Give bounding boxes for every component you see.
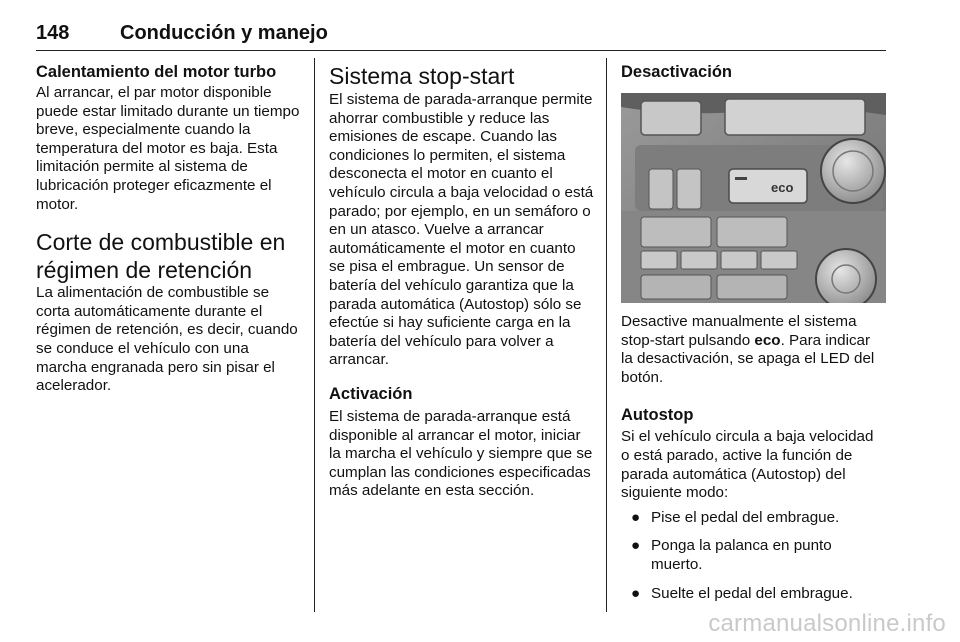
eco-button-photo xyxy=(621,93,886,303)
paragraph-activation: El sistema de parada-arranque está disponible al arrancar el motor, iniciar la marcha el vehículo y siempre que se cumplan las condiciones especificadas más adelante en esta sección. xyxy=(329,407,593,500)
heading-activation: Activación xyxy=(329,384,413,403)
paragraph-fuel-cutoff: La alimentación de combustible se corta automáticamente durante el régimen de retención, es decir, cuando se conduce el vehículo con una marcha engranada pero sin pisar el acelerador. xyxy=(36,284,298,395)
watermark: carmanualsonline.info xyxy=(708,610,946,637)
list-item-text: Pise el pedal del embrague. xyxy=(651,508,840,526)
list-item xyxy=(621,509,886,528)
paragraph-autostop: Si el vehículo circula a baja velocidad o está parado, active la función de parada automática (Autostop) del siguiente modo: xyxy=(621,428,874,502)
page-header xyxy=(36,22,886,52)
bullet-icon: ● xyxy=(631,584,641,602)
bullet-icon: ● xyxy=(631,537,641,555)
heading-autostop: Autostop xyxy=(621,406,694,425)
heading-stop-start: Sistema stop-start xyxy=(329,63,515,89)
paragraph-turbo-warmup: Al arrancar, el par motor disponible puede estar limitado durante un tiempo breve, especialmente cuando la temperatura del motor es baja. Esta limitación permite al sistema de lubricación proteger eficazmente el motor. xyxy=(36,84,300,213)
heading-deactivation: Desactivación xyxy=(621,63,732,81)
column-right xyxy=(621,62,886,613)
eco-keyword: eco xyxy=(754,331,781,349)
list-item xyxy=(621,585,886,604)
list-item-text: Ponga la palanca en punto muerto. xyxy=(651,537,832,573)
heading-fuel-cutoff: Corte de combustible en régimen de retención xyxy=(36,229,286,284)
paragraph-stop-start: El sistema de parada-arranque permite ahorrar combustible y reduce las emisiones de escape. Cuando las condiciones lo permiten, el sistema desconecta el motor en cuanto el vehículo circula a baja velocidad o está parado; por ejemplo, en un semáforo o en un atasco. Vuelve a arrancar automáticamente el motor en cuanto se pisa el embrague. Un sensor de batería del vehículo garantiza que la parada automática (Autostop) sólo se efectúe si hay suficiente carga en la batería del vehículo para volver a arrancar. xyxy=(329,91,594,369)
column-left xyxy=(36,62,301,396)
column-divider-2 xyxy=(606,58,607,612)
header-divider xyxy=(36,50,886,51)
autostop-steps xyxy=(621,509,886,603)
page-number: 148 xyxy=(36,22,70,44)
chapter-title: Conducción y manejo xyxy=(120,22,328,44)
column-divider-1 xyxy=(314,58,315,612)
heading-turbo-warmup: Calentamiento del motor turbo xyxy=(36,63,277,81)
column-middle xyxy=(329,62,595,501)
list-item-text: Suelte el pedal del embrague. xyxy=(651,584,853,602)
text-deactivation-b: . Para indicar la desactivación, se apaga el LED del botón. xyxy=(621,331,875,386)
paragraph-deactivation xyxy=(621,313,886,387)
text-deactivation-a: Desactive manualmente el sistema stop-start pulsando xyxy=(621,313,857,349)
list-item xyxy=(621,537,886,574)
eco-button-label: eco xyxy=(771,180,794,195)
bullet-icon: ● xyxy=(631,508,641,526)
